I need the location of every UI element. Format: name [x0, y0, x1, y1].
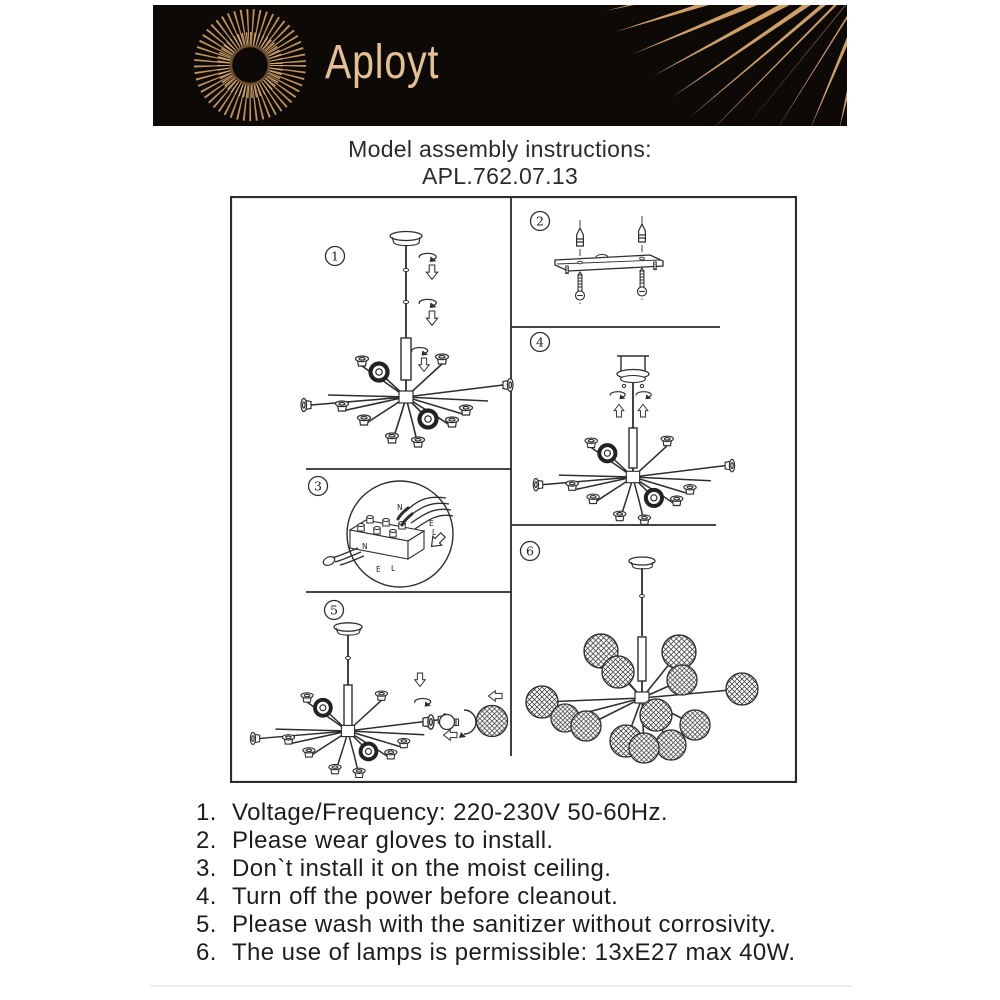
- rotate-arrow-icon: [610, 392, 625, 400]
- wire-label-e: E: [376, 565, 381, 574]
- svg-text:2: 2: [536, 213, 544, 229]
- rotate-arrow-icon: [415, 699, 431, 707]
- stud-screw-icon: [654, 262, 657, 270]
- item-number: 3.: [196, 855, 217, 882]
- step-6-badge: [521, 542, 540, 561]
- svg-text:1: 1: [331, 248, 339, 264]
- list-item: [190, 911, 870, 939]
- panel-step-5: [250, 623, 507, 778]
- item-text: Please wear gloves to install.: [232, 827, 554, 854]
- sunburst-logo-icon: [153, 5, 353, 126]
- item-text: Please wash with the sanitizer without corrosivity.: [232, 911, 777, 938]
- step-1-badge: [326, 247, 345, 266]
- screw-icon: [576, 272, 585, 300]
- wire-label-l: L: [391, 564, 396, 573]
- item-number: 5.: [196, 911, 217, 938]
- wire-label-e: E: [429, 519, 434, 528]
- down-arrow-icon: [426, 265, 437, 279]
- instruction-list: [190, 799, 870, 967]
- stud-screw-icon: [566, 266, 569, 274]
- svg-text:3: 3: [314, 478, 322, 494]
- item-number: 1.: [196, 799, 217, 826]
- wire-label-n: N: [397, 503, 403, 512]
- wire-label-n: N: [362, 542, 368, 551]
- rotate-arrow-icon: [419, 253, 436, 262]
- item-text: Turn off the power before cleanout.: [232, 883, 619, 910]
- rotate-arrow-icon: [419, 299, 436, 308]
- scan-page-edge: [150, 985, 852, 987]
- list-item: [190, 883, 870, 911]
- wall-plug-icon: [577, 228, 584, 246]
- model-number: APL.762.07.13: [421, 163, 579, 189]
- down-arrow-icon: [415, 673, 426, 687]
- brand-name: Aployt: [325, 36, 440, 89]
- assembly-diagram: [230, 196, 797, 783]
- step-5-badge: [325, 601, 344, 620]
- list-item: [190, 799, 870, 827]
- left-arrow-icon: [489, 691, 503, 702]
- step-3-badge: [309, 477, 328, 496]
- rotate-arrow-icon: [412, 348, 428, 356]
- panel-step-4: [533, 356, 734, 525]
- item-number: 2.: [196, 827, 217, 854]
- list-item: [190, 855, 870, 883]
- down-arrow-icon: [419, 358, 430, 372]
- item-text: Don`t install it on the moist ceiling.: [232, 855, 612, 882]
- panel-step-2: [555, 216, 663, 306]
- list-item: [190, 827, 870, 855]
- step-2-badge: [531, 212, 550, 231]
- svg-text:4: 4: [536, 334, 544, 350]
- item-text: Voltage/Frequency: 220-230V 50-60Hz.: [232, 799, 669, 826]
- panel-step-6: [526, 557, 758, 763]
- turn-arrow-icon: [464, 710, 476, 734]
- screw-icon: [638, 268, 647, 296]
- socket-icon: [423, 715, 434, 729]
- panel-step-3: [322, 481, 453, 587]
- up-arrow-icon: [614, 404, 624, 417]
- bulb-icon: [440, 715, 459, 730]
- wall-plug-icon: [639, 224, 646, 242]
- rotate-arrow-icon: [636, 392, 651, 400]
- svg-text:6: 6: [526, 543, 534, 559]
- left-arrow-icon: [444, 730, 458, 741]
- item-text: The use of lamps is permissible: 13xE27 max 40W.: [232, 939, 796, 966]
- down-arrow-icon: [426, 311, 437, 325]
- list-item: [190, 939, 870, 967]
- item-number: 4.: [196, 883, 217, 910]
- brand-banner: [153, 5, 847, 126]
- item-number: 6.: [196, 939, 217, 966]
- wire-label-l: L: [432, 528, 437, 537]
- svg-text:5: 5: [330, 602, 338, 618]
- page-title: Model assembly instructions:: [348, 136, 652, 162]
- glass-globe-icon: [476, 705, 507, 736]
- step-4-badge: [531, 333, 550, 352]
- corner-rays-icon: [497, 5, 847, 126]
- up-arrow-icon: [638, 404, 648, 417]
